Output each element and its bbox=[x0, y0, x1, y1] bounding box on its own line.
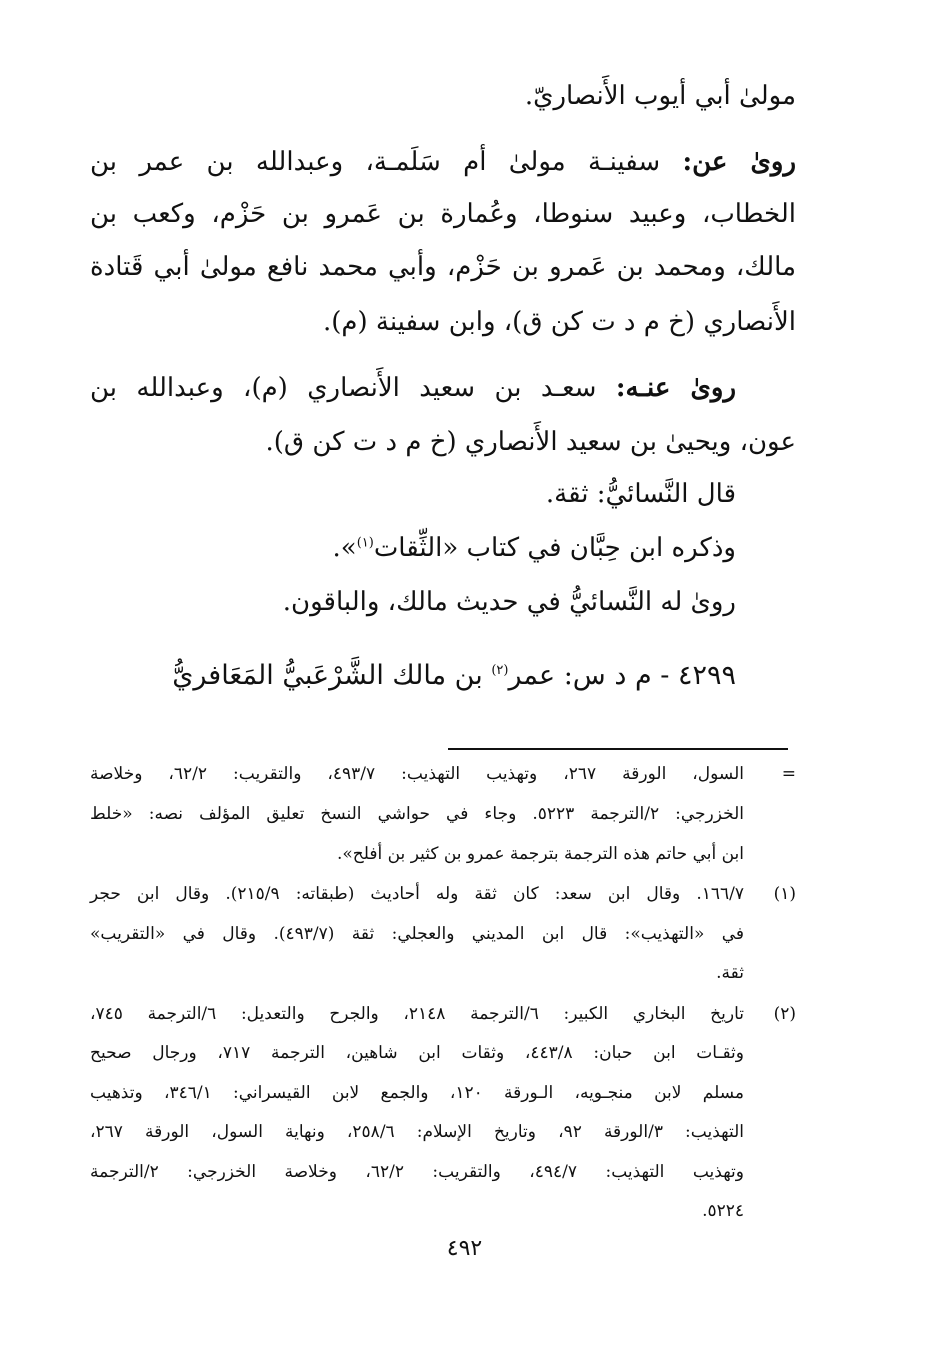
text-span: سفينـة مولىٰ أم سَلَمـة، وعبدالله بن عمر بن bbox=[90, 147, 661, 177]
narrated-from-line-2: الخطاب، وعبيد سنوطا، وعُمارة بن عَمرو بن حَزْم، وكعب بن bbox=[90, 199, 796, 229]
footnote-line: ابن أبي حاتم هذه الترجمة بترجمة عمرو بن كثير بن أفلح». bbox=[336, 844, 744, 864]
footnote-line: السول، الورقة ٢٦٧، وتهذيب التهذيب: ٤٩٣/٧، والتقريب: ٦٢/٢، وخلاصة bbox=[90, 764, 744, 784]
narrated-by-line-1 bbox=[90, 368, 736, 408]
footnote-ref-2[interactable]: (٢) bbox=[491, 663, 509, 678]
footnote-line: ٥٢٢٤. bbox=[702, 1201, 744, 1221]
narrated-from-line-4: الأَنصاري (خ م د ت كن ق)، وابن سفينة (م). bbox=[322, 307, 796, 337]
narrated-from-label: رویٰ عن: bbox=[682, 147, 796, 177]
footnote-mark-2: (٢) bbox=[773, 1004, 796, 1024]
footnote-line: وثقـات ابن حبان: ٤٤٣/٨، وثقات ابن شاهين، الترجمة ٧١٧، ورجال صحيح bbox=[90, 1043, 744, 1063]
footnote-line: التهذيب: ٣/الورقة ٩٢، وتاريخ الإسلام: ٢٥٨/٦، ونهاية السول، الورقة ٢٦٧، bbox=[90, 1122, 744, 1142]
footnote-line: ١٦٦/٧. وقال ابن سعد: كان ثقة وله أحاديث (طبقاته: ٢١٥/٩). وقال ابن حجر bbox=[90, 884, 744, 904]
footnote-separator bbox=[448, 748, 788, 750]
narrated-by-label: رویٰ عنـه: bbox=[615, 373, 737, 403]
text-line: مولىٰ أبي أيوب الأَنصاريّ. bbox=[524, 81, 796, 111]
entry-codes: م د س: bbox=[563, 660, 652, 691]
footnote-line: مسلم لابن منجـويه، الـورقة ١٢٠، والجمع لابن القيسراني: ٣٤٦/١، وتذهيب bbox=[90, 1083, 744, 1103]
entry-name-rest: بن مالك الشَّرْعَبيُّ المَعَافريُّ bbox=[172, 660, 483, 691]
footnote-line: تاريخ البخاري الكبير: ٦/الترجمة ٢١٤٨، والجرح والتعديل: ٦/الترجمة ٧٤٥، bbox=[90, 1004, 744, 1024]
narrated-from-line-3: مالك، ومحمد بن عَمرو بن حَزْم، وأبي محمد نافع مولىٰ أبي قَتادة bbox=[90, 252, 796, 282]
footnote-line: وتهذيب التهذيب: ٤٩٤/٧، والتقريب: ٦٢/٢، وخلاصة الخزرجي: ٢/الترجمة bbox=[90, 1162, 744, 1182]
page-number: ٤٩٢ bbox=[446, 1236, 483, 1261]
narrated-from-line-1 bbox=[90, 142, 796, 182]
entry-heading bbox=[172, 656, 736, 696]
footnote-mark-1: (١) bbox=[773, 884, 796, 904]
ibn-hibban-line bbox=[333, 528, 736, 568]
footnote-line: ثقة. bbox=[716, 963, 744, 983]
footnote-line: الخزرجي: ٢/الترجمة ٥٢٢٣. وجاء في حواشي النسخ تعليق المؤلف نصه: «خلط bbox=[90, 804, 745, 824]
footnote-line: في «التهذيب»: قال ابن المديني والعجلي: ثقة (٤٩٣/٧). وقال في «التقريب» bbox=[90, 924, 744, 944]
narrated-for-line: رویٰ له النَّسائيُّ في حديث مالك، والباقون. bbox=[282, 587, 736, 617]
text-span: ». bbox=[332, 533, 357, 563]
footnote-ref-1[interactable]: (١) bbox=[356, 535, 374, 551]
narrated-by-line-2: عون، ويحيىٰ بن سعيد الأَنصاري (خ م د ت كن ق). bbox=[265, 427, 796, 457]
text-span: سعـد بن سعيد الأَنصاري (م)، وعبدالله بن bbox=[90, 373, 597, 403]
text-span: وذكره ابن حِبَّان في كتاب «الثِّقات bbox=[373, 533, 736, 563]
entry-number: ٤٢٩٩ bbox=[677, 660, 736, 691]
footnote-continuation-mark: = bbox=[781, 764, 796, 784]
entry-dash: - bbox=[660, 660, 670, 691]
nasai-line: قال النَّسائيُّ: ثقة. bbox=[545, 479, 736, 509]
entry-name: عمر bbox=[508, 660, 556, 691]
